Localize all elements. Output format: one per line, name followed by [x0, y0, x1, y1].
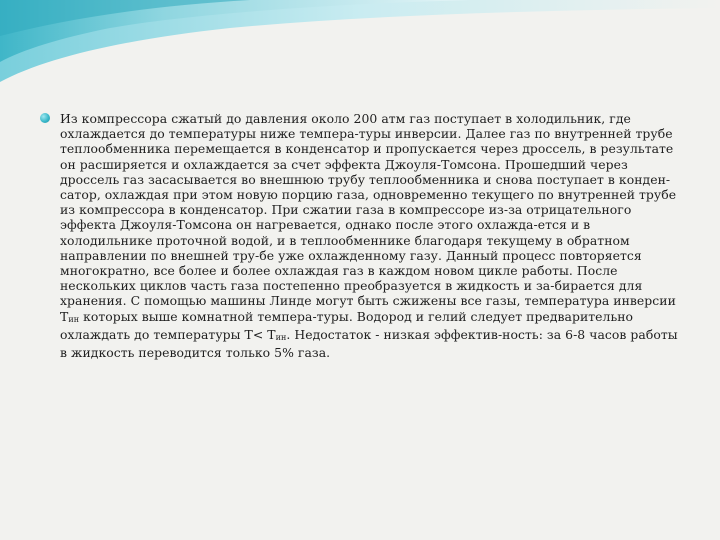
bullet-icon [40, 113, 50, 123]
body-paragraph [60, 111, 685, 360]
inversion-subscript-2: ин [275, 332, 287, 342]
paragraph-text-part-3: . Недостаток - низкая эффектив-ность: за 6-8 часов работы в жидкость переводится только 5% газа. [60, 326, 678, 361]
inversion-subscript-1: ин [68, 314, 80, 324]
paragraph-text-part-1: Из компрессора сжатый до давления около 200 атм газ поступает в холодильник, где охлаждается до температуры ниже темпера-туры инверсии. Далее газ по внутренней трубе теплообменника перемещается в конденсатор и пропускается через дроссель, в результате он расширяется и охлаждается за счет эффекта Джоуля-Томсона. Прошедший через дроссель газ засасывается во внешнюю трубу теплообменника и снова поступает в конден-сатор, охлаждая при этом новую порцию газа, одновременно текущего по внутренней трубе из компрессора в конденсатор. При сжатии газа в компрессоре из-за отрицательного эффекта Джоуля-Томсона он нагревается, однако после этого охлажда-ется и в холодильнике проточной водой, и в теплообменнике благодаря текущему в обратном направлении по внешней тру-бе уже охлажденному газу. Данный процесс повторяется многократно, все более и более охлаждая газ в каждом новом цикле работы. После нескольких циклов часть газа постепенно преобразуется в жидкость и за-бирается для хранения. С помощью машины Линде могут быть сжижены все газы, температура инверсии T [60, 111, 677, 324]
paragraph-text-part-2: которых выше комнатной темпера-туры. Водород и гелий следует предварительно охлаждать до температуры T< T [60, 308, 634, 342]
corner-wave-decoration [0, 0, 720, 90]
slide-body [40, 111, 685, 360]
